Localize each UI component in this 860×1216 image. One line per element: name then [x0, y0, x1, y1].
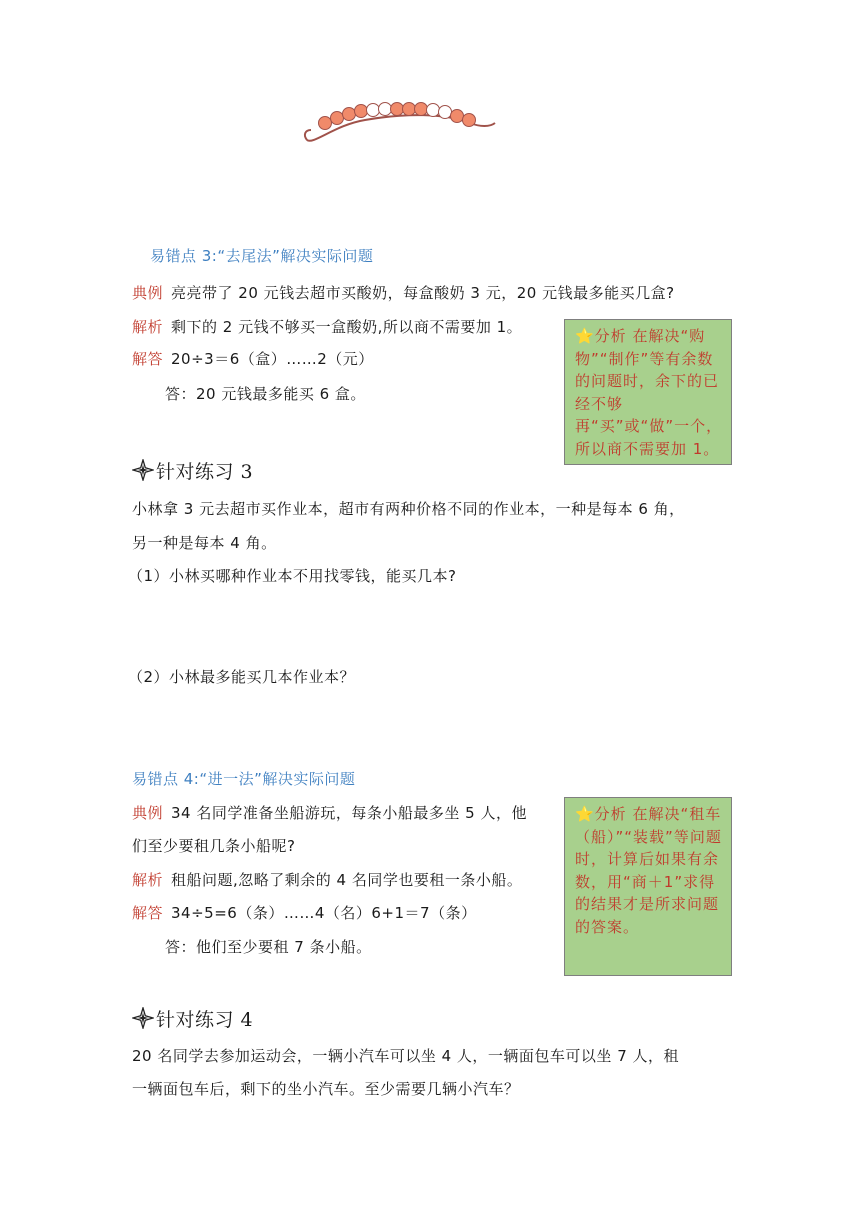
practice-text-line: 一辆面包车后，剩下的坐小汽车。至少需要几辆小汽车？ — [132, 1080, 520, 1098]
answer-row — [132, 903, 477, 923]
bead — [367, 104, 380, 117]
example-tag: 典例 — [132, 804, 164, 822]
answer-calc: 34÷5=6（条）……4（名）6+1＝7（条） — [171, 904, 477, 922]
example-row — [132, 283, 675, 303]
bead — [427, 104, 440, 117]
example-tag: 典例 — [132, 284, 164, 302]
bead-string-illustration — [295, 95, 505, 150]
analysis-row — [132, 317, 522, 337]
practice-question-2: （2）小林最多能买几本作业本？ — [128, 668, 356, 686]
answer-tag: 解答 — [132, 350, 164, 368]
practice-heading-label: 针对练习 3 — [156, 461, 254, 483]
section-heading-3: 易错点 3:“去尾法”解决实际问题 — [150, 247, 374, 265]
analysis-tag: 解析 — [132, 318, 164, 336]
bead — [415, 103, 428, 116]
practice-text-line: 小林拿 3 元去超市买作业本，超市有两种价格不同的作业本，一种是每本 6 角， — [132, 500, 685, 518]
practice-heading-label: 针对练习 4 — [156, 1009, 254, 1031]
practice-heading-4 — [132, 1007, 253, 1032]
example-text: 34 名同学准备坐船游玩，每条小船最多坐 5 人，他 — [171, 804, 527, 822]
example-text-continued: 们至少要租几条小船呢? — [132, 837, 296, 855]
practice-heading-3 — [132, 459, 253, 484]
answer-row — [132, 349, 374, 369]
bead — [403, 103, 416, 116]
bead — [439, 106, 452, 119]
answer-text: 答：他们至少要租 7 条小船。 — [165, 938, 372, 956]
answer-calc: 20÷3＝6（盒）……2（元） — [171, 350, 374, 368]
section-heading-4: 易错点 4:“进一法”解决实际问题 — [132, 770, 356, 788]
analysis-text: 剩下的 2 元钱不够买一盒酸奶,所以商不需要加 1。 — [171, 318, 523, 336]
sparkle-star-icon — [132, 459, 154, 481]
bead — [331, 112, 344, 125]
bead — [355, 105, 368, 118]
bead — [451, 110, 464, 123]
bead — [391, 103, 404, 116]
analysis-note-box: ⭐分析 在解决“租车（船）”“装载”等问题时，计算后如果有余数，用“商＋1”求得的结果才是所求问题的答案。 — [564, 797, 732, 976]
bead — [463, 114, 476, 127]
example-row — [132, 803, 527, 823]
analysis-note-box: ⭐分析 在解决“购物”“制作”等有余数的问题时，余下的已经不够再“买”或“做”一个，所以商不需要加 1。 — [564, 319, 732, 465]
analysis-tag: 解析 — [132, 871, 164, 889]
answer-text: 答：20 元钱最多能买 6 盒。 — [165, 385, 366, 403]
sparkle-star-icon — [132, 1007, 154, 1029]
bead — [319, 117, 332, 130]
answer-tag: 解答 — [132, 904, 164, 922]
practice-text-line: 另一种是每本 4 角。 — [132, 534, 277, 552]
analysis-row — [132, 870, 522, 890]
practice-question-1: （1）小林买哪种作业本不用找零钱，能买几本? — [128, 567, 457, 585]
analysis-text: 租船问题,忽略了剩余的 4 名同学也要租一条小船。 — [171, 871, 523, 889]
bead — [379, 103, 392, 116]
bead — [343, 108, 356, 121]
example-text: 亮亮带了 20 元钱去超市买酸奶，每盒酸奶 3 元，20 元钱最多能买几盒? — [171, 284, 675, 302]
practice-text-line: 20 名同学去参加运动会，一辆小汽车可以坐 4 人，一辆面包车可以坐 7 人，租 — [132, 1047, 680, 1065]
